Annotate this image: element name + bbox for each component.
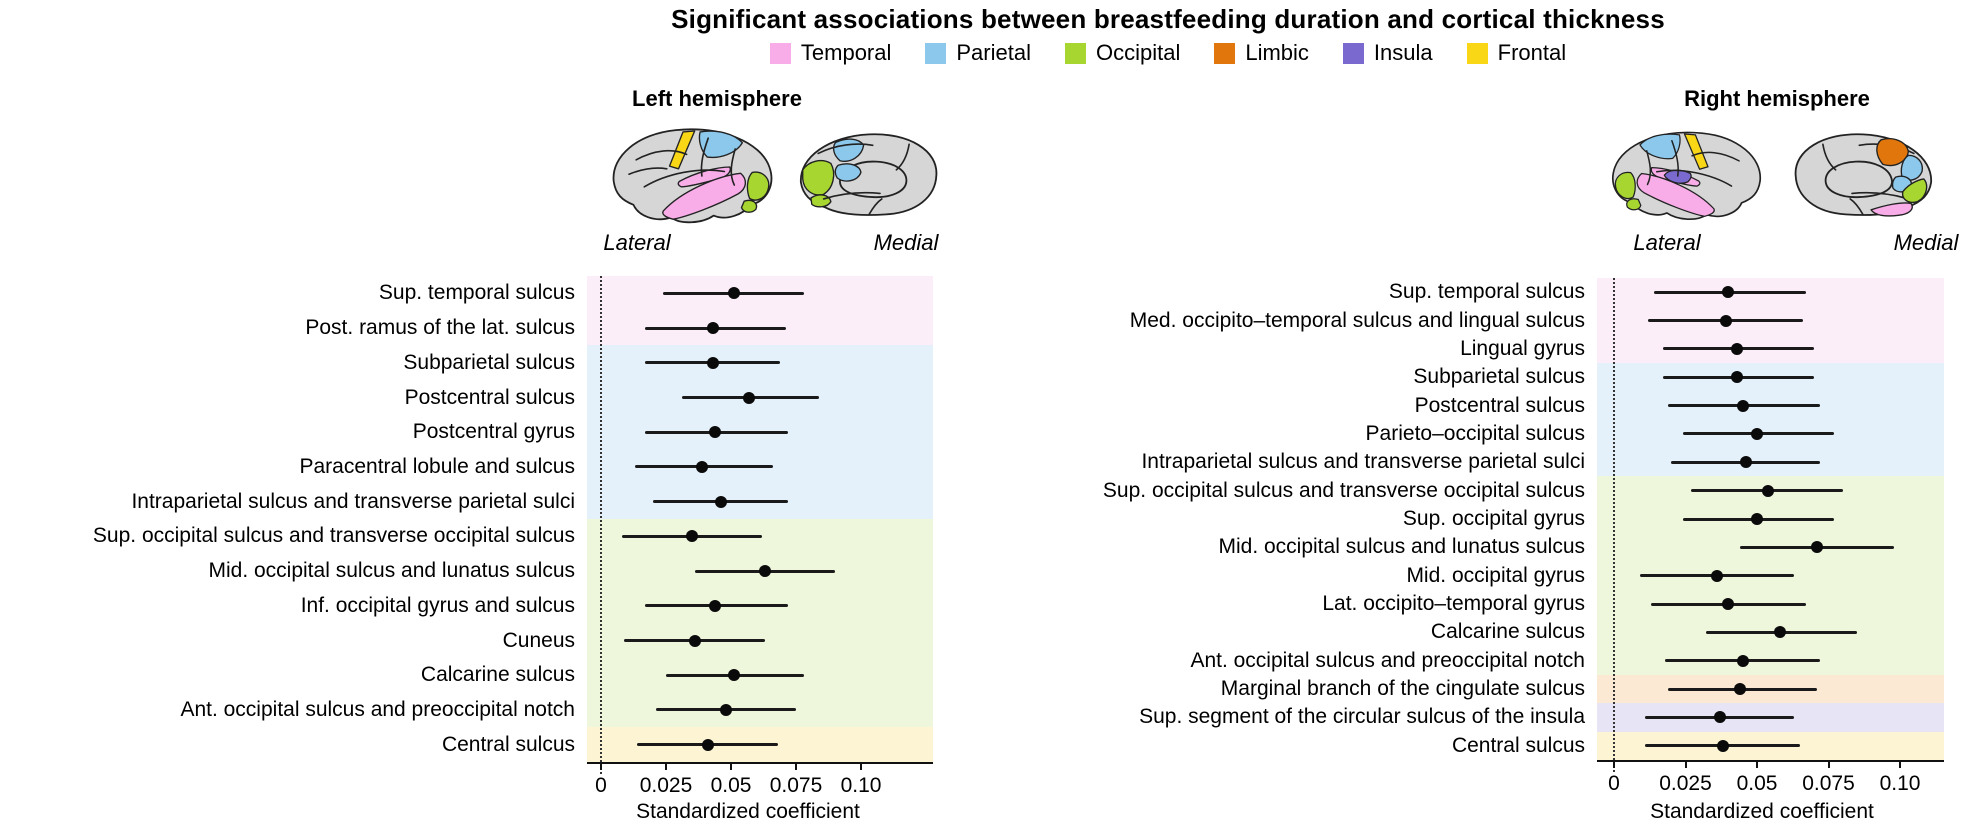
x-axis	[1597, 760, 1944, 762]
row-label: Lat. occipito–temporal gyrus	[1322, 592, 1585, 616]
row-label: Sup. temporal sulcus	[1388, 280, 1585, 304]
legend-item-occipital	[1065, 40, 1180, 66]
zero-line	[1613, 278, 1615, 772]
point-estimate	[1717, 740, 1729, 752]
x-axis-tick	[1756, 760, 1758, 768]
row-label: Postcentral sulcus	[1414, 393, 1585, 417]
legend-item-parietal	[925, 40, 1031, 66]
x-axis-title-left: Standardized coefficient	[636, 800, 860, 823]
point-estimate	[715, 496, 727, 508]
row-label: Sup. temporal sulcus	[378, 281, 575, 305]
zero-line	[600, 276, 602, 774]
row-label: Paracentral lobule and sulcus	[299, 454, 575, 478]
legend-item-insula	[1343, 40, 1433, 66]
x-axis-tick	[1685, 760, 1687, 768]
row-label: Marginal branch of the cingulate sulcus	[1220, 677, 1585, 701]
point-estimate	[1711, 570, 1723, 582]
x-axis-tick-label: 0.025	[1659, 772, 1712, 795]
point-estimate	[707, 322, 719, 334]
row-label: Inf. occipital gyrus and sulcus	[300, 593, 575, 617]
legend-label-frontal: Frontal	[1497, 40, 1567, 65]
row-label: Subparietal sulcus	[1413, 365, 1585, 389]
row-label: Subparietal sulcus	[403, 350, 575, 374]
row-label: Ant. occipital sulcus and preoccipital notch	[1190, 648, 1585, 672]
right-medial-label: Medial	[1893, 230, 1959, 255]
brain-right-medial-icon	[1777, 128, 1947, 228]
brain-left-medial-icon	[779, 128, 961, 228]
left-hemisphere-title: Left hemisphere	[632, 86, 802, 111]
x-axis-tick-label: 0.10	[1879, 772, 1921, 795]
legend-swatch-occipital	[1065, 43, 1086, 64]
brain-right-lateral-icon	[1603, 122, 1771, 230]
right-lateral-label: Lateral	[1633, 230, 1701, 255]
x-axis-tick	[1899, 760, 1901, 768]
legend-label-insula: Insula	[1373, 40, 1433, 65]
legend-item-frontal	[1467, 40, 1566, 66]
brain-left-lateral-icon	[597, 122, 787, 230]
x-axis-tick	[1828, 760, 1830, 768]
row-label: Calcarine sulcus	[1430, 620, 1585, 644]
x-axis-tick-label: 0.05	[1736, 772, 1778, 795]
x-axis-tick	[795, 762, 797, 770]
band-parietal	[1597, 363, 1944, 476]
x-axis	[587, 762, 933, 764]
point-estimate	[1740, 456, 1752, 468]
x-axis-tick-label: 0.10	[840, 774, 882, 797]
row-label: Postcentral gyrus	[412, 420, 575, 444]
point-estimate	[1734, 683, 1746, 695]
row-label: Central sulcus	[441, 732, 575, 756]
point-estimate	[707, 357, 719, 369]
point-estimate	[759, 565, 771, 577]
point-estimate	[1737, 400, 1749, 412]
x-axis-tick	[1613, 760, 1615, 768]
legend-label-limbic: Limbic	[1245, 40, 1309, 65]
row-label: Sup. segment of the circular sulcus of the insula	[1139, 705, 1585, 729]
legend-swatch-insula	[1343, 43, 1364, 64]
legend-swatch-frontal	[1467, 43, 1488, 64]
row-label: Mid. occipital gyrus	[1406, 563, 1585, 587]
x-axis-tick	[600, 762, 602, 770]
x-axis-tick-label: 0	[595, 774, 607, 797]
x-axis-tick-label: 0	[1608, 772, 1620, 795]
x-axis-tick-label: 0.075	[769, 774, 823, 797]
point-estimate	[1751, 428, 1763, 440]
band-temporal	[587, 276, 933, 345]
figure-title: Significant associations between breastfeeding duration and cortical thickness	[671, 4, 1665, 34]
row-label: Intraparietal sulcus and transverse parietal sulci	[131, 489, 575, 513]
legend-label-occipital: Occipital	[1095, 40, 1181, 65]
row-label: Parieto–occipital sulcus	[1365, 421, 1585, 445]
row-label: Mid. occipital sulcus and lunatus sulcus	[1218, 535, 1585, 559]
row-label: Sup. occipital sulcus and transverse occipital sulcus	[1102, 478, 1585, 502]
row-label: Post. ramus of the lat. sulcus	[305, 316, 575, 340]
x-axis-tick	[860, 762, 862, 770]
left-medial-label: Medial	[873, 230, 939, 255]
point-estimate	[743, 392, 755, 404]
legend-label-parietal: Parietal	[956, 40, 1031, 65]
legend-item-temporal	[770, 40, 891, 66]
row-label: Ant. occipital sulcus and preoccipital notch	[180, 697, 575, 721]
x-axis-tick-label: 0.075	[1802, 772, 1855, 795]
point-estimate	[1737, 655, 1749, 667]
x-axis-tick	[730, 762, 732, 770]
legend-swatch-parietal	[925, 43, 946, 64]
point-estimate	[1731, 343, 1743, 355]
row-label: Calcarine sulcus	[420, 663, 575, 687]
x-axis-tick-label: 0.05	[710, 774, 752, 797]
right-hemisphere-title: Right hemisphere	[1684, 86, 1870, 111]
row-label: Sup. occipital sulcus and transverse occipital sulcus	[92, 524, 575, 548]
row-label: Mid. occipital sulcus and lunatus sulcus	[208, 559, 575, 583]
row-label: Intraparietal sulcus and transverse parietal sulci	[1141, 450, 1585, 474]
point-estimate	[728, 669, 740, 681]
point-estimate	[720, 704, 732, 716]
row-label: Central sulcus	[1451, 733, 1585, 757]
legend-swatch-limbic	[1214, 43, 1235, 64]
band-occipital	[587, 519, 933, 727]
row-label: Sup. occipital gyrus	[1402, 507, 1585, 530]
point-estimate	[728, 287, 740, 299]
row-label: Lingual gyrus	[1460, 336, 1585, 360]
x-axis-title-right: Standardized coefficient	[1650, 800, 1874, 823]
legend-item-limbic	[1214, 40, 1309, 66]
x-axis-tick-label: 0.025	[639, 774, 693, 797]
row-label: Postcentral sulcus	[404, 385, 575, 409]
left-lateral-label: Lateral	[603, 230, 671, 255]
point-estimate	[1720, 315, 1732, 327]
legend-swatch-temporal	[770, 43, 791, 64]
x-axis-tick	[665, 762, 667, 770]
row-label: Cuneus	[502, 628, 575, 652]
point-estimate	[1751, 513, 1763, 525]
row-label: Med. occipito–temporal sulcus and lingual sulcus	[1129, 308, 1585, 332]
legend	[375, 40, 1961, 66]
legend-label-temporal: Temporal	[800, 40, 892, 65]
point-estimate	[702, 739, 714, 751]
point-estimate	[689, 635, 701, 647]
